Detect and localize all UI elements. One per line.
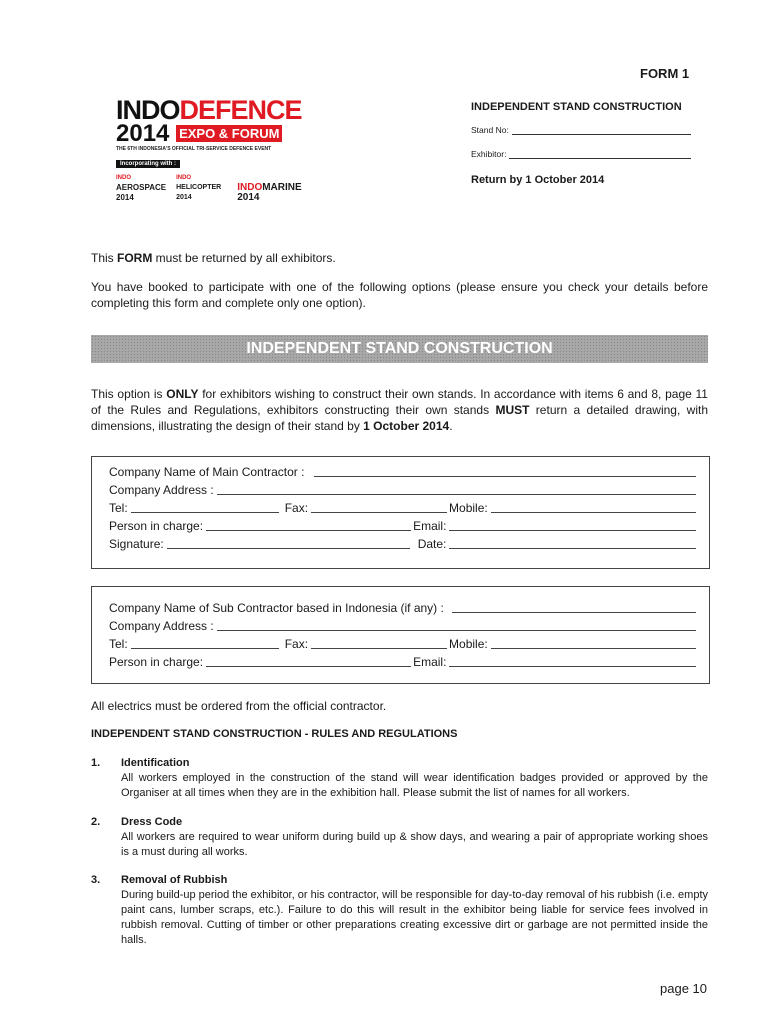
- stand-no-field[interactable]: Stand No:: [471, 125, 691, 135]
- rules-heading: INDEPENDENT STAND CONSTRUCTION - RULES AND REGULATIONS: [91, 728, 458, 740]
- main-signature-date-row[interactable]: Signature: Date:: [109, 535, 698, 551]
- form-number: FORM 1: [640, 66, 690, 81]
- sub-company-address-row[interactable]: Company Address :: [109, 617, 698, 633]
- electrics-note: All electrics must be ordered from the official contractor.: [91, 699, 387, 713]
- main-contact-row[interactable]: Tel: Fax: Mobile:: [109, 499, 698, 515]
- partner-logos: [116, 173, 316, 203]
- sub-person-email-row[interactable]: Person in charge: Email:: [109, 653, 698, 669]
- rule-body: During build-up period the exhibitor, or his contractor, will be responsible for day-to-day removal of his rubbish (i.e. empty paint cans, lumber scraps, etc.). Failure to do this will result in the exhibitor being liable for service fees involved in rubbish removal. Cutting of timber or other preparations creating excessive dirt or garbage are not permitted inside the halls.: [121, 889, 708, 946]
- intro-line-1: This FORM must be returned by all exhibitors.: [91, 251, 336, 265]
- exhibitor-line[interactable]: [509, 149, 691, 159]
- main-company-name-row[interactable]: Company Name of Main Contractor :: [109, 463, 698, 479]
- rule-body: All workers employed in the construction of the stand will wear identification badges provided or approved by the Organiser at all times when they are in the exhibition hall. Please submit the list of names for all workers.: [121, 772, 708, 799]
- rule-body: All workers are required to wear uniform during build up & show days, and wearing a pair of appropriate working shoes is a must during all works.: [121, 831, 708, 858]
- stand-no-line[interactable]: [512, 125, 691, 135]
- main-person-email-row[interactable]: Person in charge: Email:: [109, 517, 698, 533]
- banner-title: INDEPENDENT STAND CONSTRUCTION: [246, 340, 553, 357]
- intro-line-2: You have booked to participate with one of the following options (please ensure you check your details before completing this form and complete only one option).: [91, 280, 708, 310]
- rule-number: 3.: [91, 874, 101, 886]
- option-paragraph: This option is ONLY for exhibitors wishing to construct their own stands. In accordance with items 6 and 8, page 11 of the Rules and Regulations, exhibitors constructing their own stands MUST return a detailed drawing, with dimensions, illustrating the design of their stand by 1 October 2014.: [91, 387, 708, 433]
- form-title: INDEPENDENT STAND CONSTRUCTION: [471, 101, 682, 113]
- rule-number: 1.: [91, 757, 101, 769]
- exhibitor-field[interactable]: Exhibitor:: [471, 149, 691, 159]
- logo-year: 2014 EXPO & FORUM: [116, 123, 316, 145]
- logo-main: INDODEFENCE: [116, 95, 302, 125]
- indomarine-logo: INDOMARINE 2014: [237, 182, 302, 203]
- rule-number: 2.: [91, 816, 101, 828]
- section-banner: [91, 335, 708, 363]
- sub-contractor-box: [91, 586, 710, 684]
- indohelicopter-logo: INDO HELICOPTER 2014: [176, 175, 222, 201]
- rule-title: Dress Code: [121, 816, 183, 828]
- return-deadline: Return by 1 October 2014: [471, 174, 605, 186]
- sub-company-name-row[interactable]: Company Name of Sub Contractor based in Indonesia (if any) :: [109, 599, 698, 615]
- main-contractor-box: [91, 456, 710, 569]
- rule-title: Removal of Rubbish: [121, 874, 228, 886]
- main-company-address-row[interactable]: Company Address :: [109, 481, 698, 497]
- page-number: page 10: [660, 981, 707, 996]
- indodefence-logo: [116, 95, 316, 208]
- logo-tagline: THE 6TH INDONESIA'S OFFICIAL TRI-SERVICE DEFENCE EVENT: [116, 146, 272, 152]
- indoaerospace-logo: INDO AEROSPACE 2014: [116, 175, 167, 202]
- logo-incorporating: Incorporating with :: [116, 160, 180, 168]
- sub-contact-row[interactable]: Tel: Fax: Mobile:: [109, 635, 698, 651]
- rule-title: Identification: [121, 757, 190, 769]
